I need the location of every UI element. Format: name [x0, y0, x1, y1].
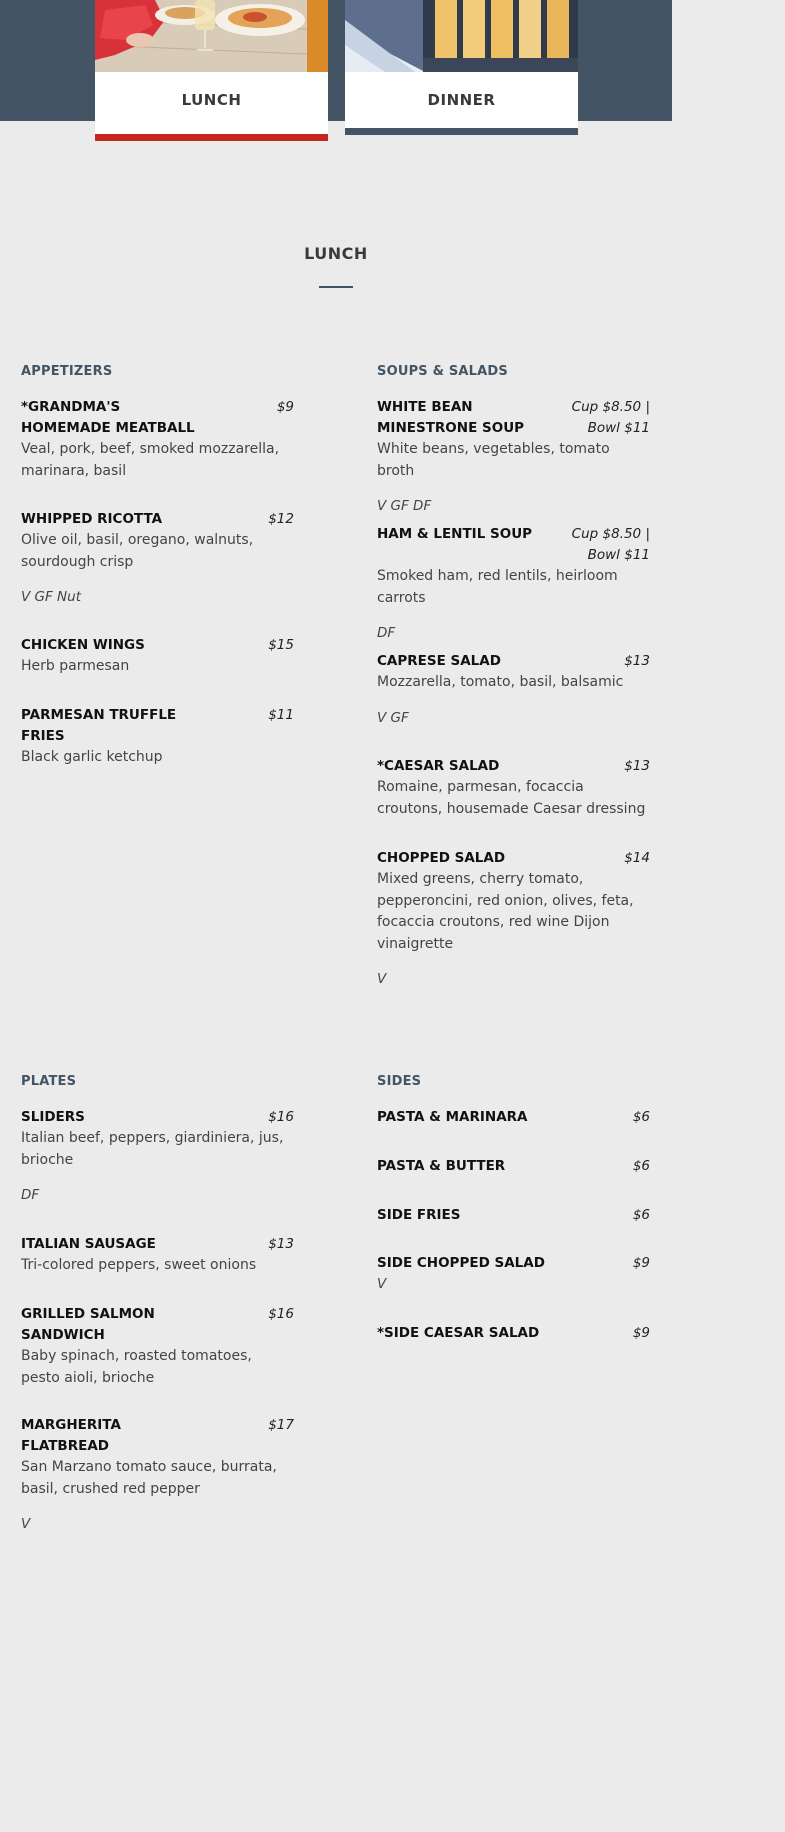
menu-item — [377, 524, 650, 643]
item-description: Romaine, parmesan, focaccia croutons, housemade Caesar dressing — [377, 779, 646, 817]
item-price: $13 — [268, 1236, 294, 1252]
item-price: $11 — [268, 707, 294, 723]
item-description: Veal, pork, beef, smoked mozzarella, marinara, basil — [21, 441, 280, 479]
item-price: $16 — [268, 1109, 294, 1125]
item-price: $9 — [632, 1325, 650, 1341]
dietary-tags: V GF Nut — [21, 589, 81, 605]
item-price: $13 — [624, 653, 650, 669]
item-price: $12 — [268, 511, 294, 527]
item-name: CHOPPED SALAD — [377, 850, 506, 866]
menu-item — [377, 1107, 650, 1128]
dinner-photo — [345, 0, 578, 72]
menu-item — [21, 635, 294, 678]
item-name: WHIPPED RICOTTA — [21, 511, 163, 527]
menu-item — [377, 848, 650, 989]
dietary-tags: V — [377, 971, 387, 987]
item-description: Olive oil, basil, oregano, walnuts, sourdough crisp — [21, 532, 254, 570]
tab-lunch[interactable] — [95, 0, 328, 141]
item-description: Italian beef, peppers, giardiniera, jus, brioche — [21, 1130, 284, 1168]
item-name: ITALIAN SAUSAGE — [21, 1236, 156, 1252]
item-price: $15 — [268, 637, 294, 653]
tab-dinner[interactable] — [345, 0, 578, 135]
dietary-tags: V — [377, 1276, 387, 1292]
item-name: SLIDERS — [21, 1109, 85, 1125]
dietary-tags: V — [21, 1516, 31, 1532]
soups-salads-heading: SOUPS & SALADS — [377, 364, 508, 379]
menu-item — [377, 651, 650, 728]
item-description: Smoked ham, red lentils, heirloom carrots — [377, 568, 618, 606]
item-price: $14 — [624, 850, 650, 866]
menu-item — [21, 1304, 294, 1389]
title-divider — [319, 286, 353, 288]
menu-item — [21, 1234, 294, 1277]
item-name: WHITE BEAN MINESTRONE SOUP — [377, 399, 525, 436]
menu-item — [377, 756, 650, 820]
tab-dinner-indicator — [345, 128, 578, 135]
menu-item — [377, 1205, 650, 1226]
item-description: Herb parmesan — [21, 658, 130, 674]
menu-item — [21, 1107, 294, 1205]
item-price: Cup $8.50 | Bowl $11 — [571, 526, 650, 563]
menu-item — [21, 397, 294, 482]
menu-section-title: LUNCH — [304, 244, 368, 263]
item-price: Cup $8.50 | Bowl $11 — [571, 399, 650, 436]
appetizers-heading: APPETIZERS — [21, 364, 113, 379]
item-name: *SIDE CAESAR SALAD — [377, 1325, 540, 1341]
item-description: San Marzano tomato sauce, burrata, basil, crushed red pepper — [21, 1459, 277, 1497]
dietary-tags: V GF — [377, 709, 409, 726]
item-description: Baby spinach, roasted tomatoes, pesto aioli, brioche — [21, 1348, 252, 1386]
item-name: SIDE FRIES — [377, 1207, 461, 1223]
item-description: Mozzarella, tomato, basil, balsamic — [377, 674, 624, 690]
menu-item — [21, 509, 294, 607]
item-description: Mixed greens, cherry tomato, pepperoncini, red onion, olives, feta, focaccia croutons, red wine Dijon vinaigrette — [377, 871, 634, 952]
tab-lunch-label[interactable]: LUNCH — [95, 72, 328, 128]
item-name: PASTA & BUTTER — [377, 1158, 506, 1174]
item-name: CHICKEN WINGS — [21, 637, 145, 653]
item-price: $9 — [276, 399, 294, 415]
menu-item — [377, 397, 650, 516]
menu-item — [21, 705, 294, 769]
menu-item — [377, 1323, 650, 1344]
menu-item — [21, 1415, 294, 1534]
item-name: HAM & LENTIL SOUP — [377, 526, 533, 542]
lunch-photo-illustration — [95, 0, 328, 72]
dietary-tags: V GF DF — [377, 498, 432, 514]
item-price: $13 — [624, 758, 650, 774]
dinner-photo-illustration — [345, 0, 578, 72]
item-description: White beans, vegetables, tomato broth — [377, 441, 610, 479]
menu-item — [377, 1253, 650, 1294]
dietary-tags: DF — [21, 1187, 40, 1203]
item-name: GRILLED SALMON SANDWICH — [21, 1306, 155, 1343]
tab-lunch-active-indicator — [95, 134, 328, 141]
dietary-tags: DF — [377, 625, 396, 641]
item-description: Black garlic ketchup — [21, 749, 163, 765]
item-name: CAPRESE SALAD — [377, 653, 501, 669]
item-description: Tri-colored peppers, sweet onions — [21, 1257, 257, 1273]
tab-dinner-label[interactable]: DINNER — [345, 72, 578, 128]
plates-heading: PLATES — [21, 1074, 77, 1089]
item-price: $16 — [268, 1306, 294, 1322]
item-price: $6 — [632, 1158, 650, 1174]
item-price: $9 — [632, 1255, 650, 1271]
menu-item — [377, 1156, 650, 1177]
item-name: *GRANDMA'S HOMEMADE MEATBALL — [21, 399, 195, 436]
item-price: $6 — [632, 1109, 650, 1125]
item-price: $17 — [268, 1417, 294, 1433]
item-name: SIDE CHOPPED SALAD — [377, 1255, 545, 1271]
lunch-photo — [95, 0, 328, 72]
sides-heading: SIDES — [377, 1074, 422, 1089]
item-name: PARMESAN TRUFFLE FRIES — [21, 707, 177, 744]
item-name: *CAESAR SALAD — [377, 758, 500, 774]
item-name: PASTA & MARINARA — [377, 1109, 528, 1125]
item-price: $6 — [632, 1207, 650, 1223]
item-name: MARGHERITA FLATBREAD — [21, 1417, 121, 1454]
